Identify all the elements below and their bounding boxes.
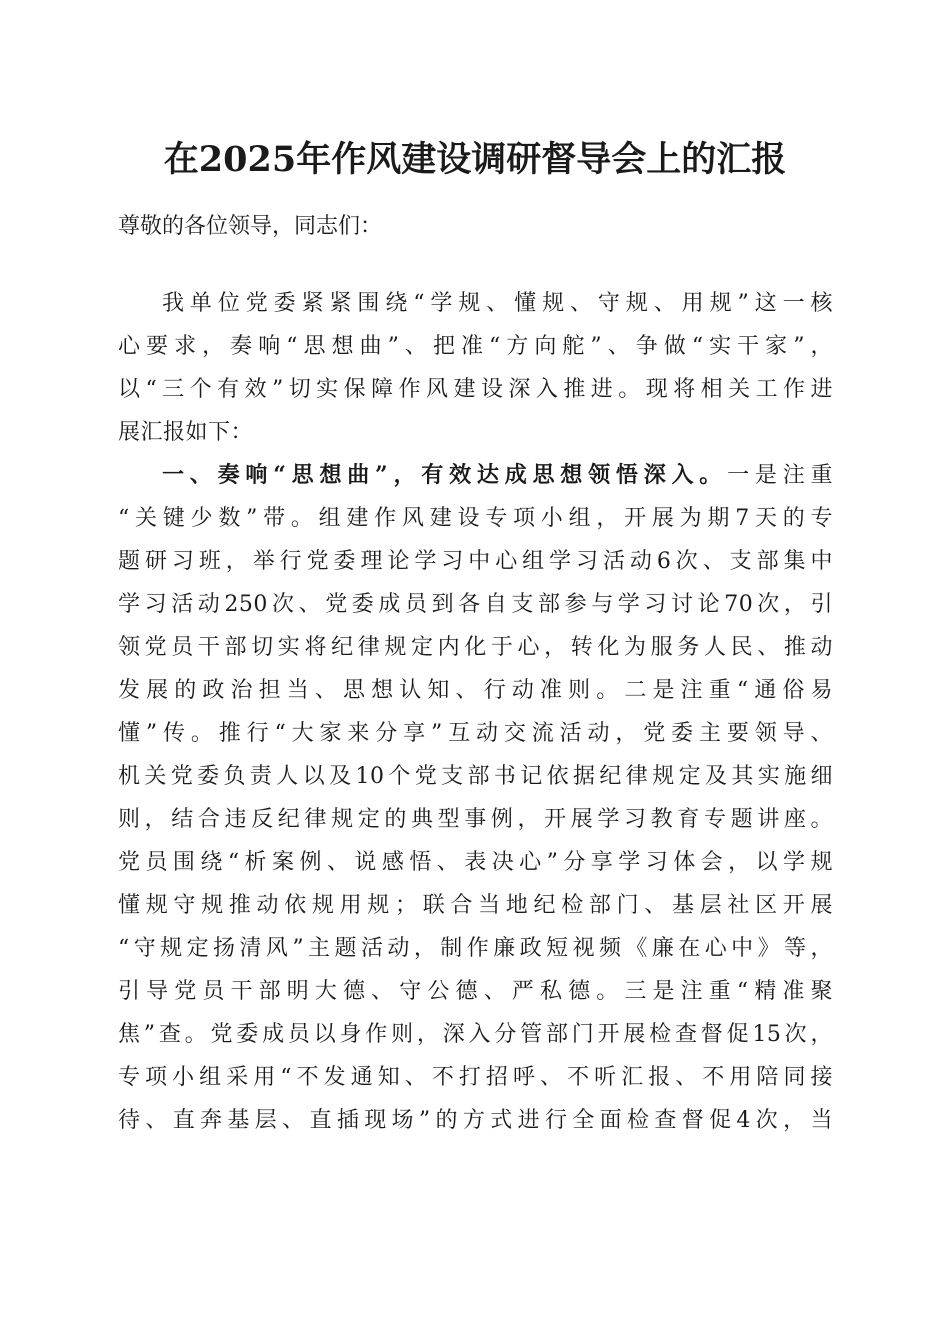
section-line: 懂”传。推行“大家来分享”互动交流活动，党委主要领导、 <box>118 721 833 746</box>
section-line: 懂规守规推动依规用规；联合当地纪检部门、基层社区开展 <box>118 893 833 918</box>
paragraph-line: 心要求，奏响“思想曲”、把准“方向舵”、争做“实干家”， <box>118 334 833 359</box>
paragraph-line: 我单位党委紧紧围绕“学规、懂规、守规、用规”这一核 <box>162 291 833 316</box>
section-line: 发展的政治担当、思想认知、行动准则。二是注重“通俗易 <box>118 678 833 703</box>
section-line: 待、直奔基层、直插现场”的方式进行全面检查督促4次，当 <box>118 1108 833 1133</box>
paragraph-line: 以“三个有效”切实保障作风建设深入推进。现将相关工作进 <box>118 377 833 402</box>
section-line: 题研习班，举行党委理论学习中心组学习活动6次、支部集中 <box>118 549 833 574</box>
section-line: 则，结合违反纪律规定的典型事例，开展学习教育专题讲座。 <box>118 807 833 832</box>
section-line: “守规定扬清风”主题活动，制作廉政短视频《廉在心中》等， <box>118 936 833 961</box>
section-line: 引导党员干部明大德、守公德、严私德。三是注重“精准聚 <box>118 979 833 1004</box>
section-line: “关键少数”带。组建作风建设专项小组，开展为期7天的专 <box>118 506 833 531</box>
section-first-line-text: 一是注重 <box>727 463 833 488</box>
document-title: 在2025年作风建设调研督导会上的汇报 <box>163 139 787 180</box>
section-line: 党员围绕“析案例、说感悟、表决心”分享学习体会，以学规 <box>118 850 833 875</box>
section-line: 学习活动250次、党委成员到各自支部参与学习讨论70次，引 <box>118 592 833 617</box>
section-line: 焦”查。党委成员以身作则，深入分管部门开展检查督促15次， <box>118 1022 833 1047</box>
section-first-line <box>118 454 833 497</box>
section-line: 机关党委负责人以及10个党支部书记依据纪律规定及其实施细 <box>118 764 833 789</box>
section-heading: 一、奏响“思想曲”，有效达成思想领悟深入。 <box>162 462 728 488</box>
section-line: 专项小组采用“不发通知、不打招呼、不听汇报、不用陪同接 <box>118 1065 833 1090</box>
paragraph-line: 展汇报如下： <box>118 420 254 445</box>
salutation: 尊敬的各位领导，同志们： <box>118 214 383 239</box>
document-body <box>118 282 833 1142</box>
section-line: 领党员干部切实将纪律规定内化于心，转化为服务人民、推动 <box>118 635 833 660</box>
